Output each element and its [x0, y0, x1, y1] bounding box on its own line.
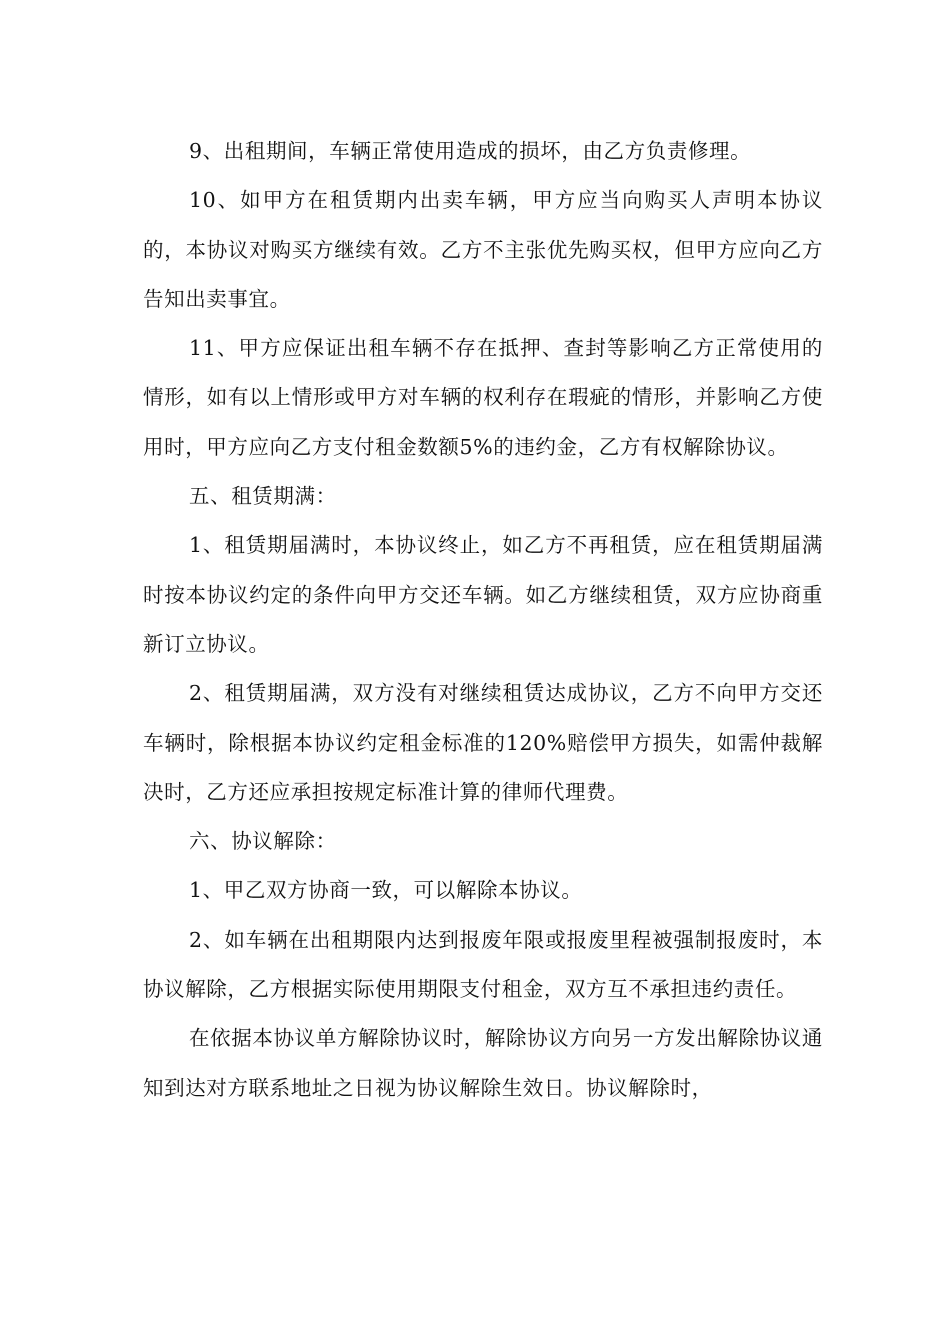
- termination-notice-paragraph: 在依据本协议单方解除协议时，解除协议方向另一方发出解除协议通知到达对方联系地址之日视为协议解除生效日。协议解除时，: [143, 1026, 823, 1100]
- section-heading-termination: 六、协议解除：: [189, 829, 337, 854]
- termination-clause-2: 2、如车辆在出租期限内达到报废年限或报废里程被强制报废时，本协议解除，乙方根据实际使用期限支付租金，双方互不承担违约责任。: [143, 927, 823, 1002]
- termination-clause-1: 1、甲乙双方协商一致，可以解除本协议。: [189, 878, 583, 903]
- section-heading-lease-expiry: 五、租赁期满：: [189, 484, 337, 509]
- expiry-clause-1: 1、租赁期届满时，本协议终止，如乙方不再租赁，应在租赁期届满时按本协议约定的条件向甲方交还车辆。如乙方继续租赁，双方应协商重新订立协议。: [143, 533, 823, 656]
- expiry-clause-2: 2、租赁期届满，双方没有对继续租赁达成协议，乙方不向甲方交还车辆时，除根据本协议约定租金标准的120%赔偿甲方损失，如需仲裁解决时，乙方还应承担按规定标准计算的律师代理费。: [143, 681, 823, 804]
- document-body: [143, 127, 823, 1113]
- clause-9: 9、出租期间，车辆正常使用造成的损坏，由乙方负责修理。: [189, 139, 752, 163]
- clause-10: 10、如甲方在租赁期内出卖车辆，甲方应当向购买人声明本协议的，本协议对购买方继续有效。乙方不主张优先购买权，但甲方应向乙方告知出卖事宜。: [143, 188, 823, 311]
- clause-11: 11、甲方应保证出租车辆不存在抵押、查封等影响乙方正常使用的情形，如有以上情形或甲方对车辆的权利存在瑕疵的情形，并影响乙方使用时，甲方应向乙方支付租金数额5%的违约金，乙方有权解除协议。: [143, 336, 823, 459]
